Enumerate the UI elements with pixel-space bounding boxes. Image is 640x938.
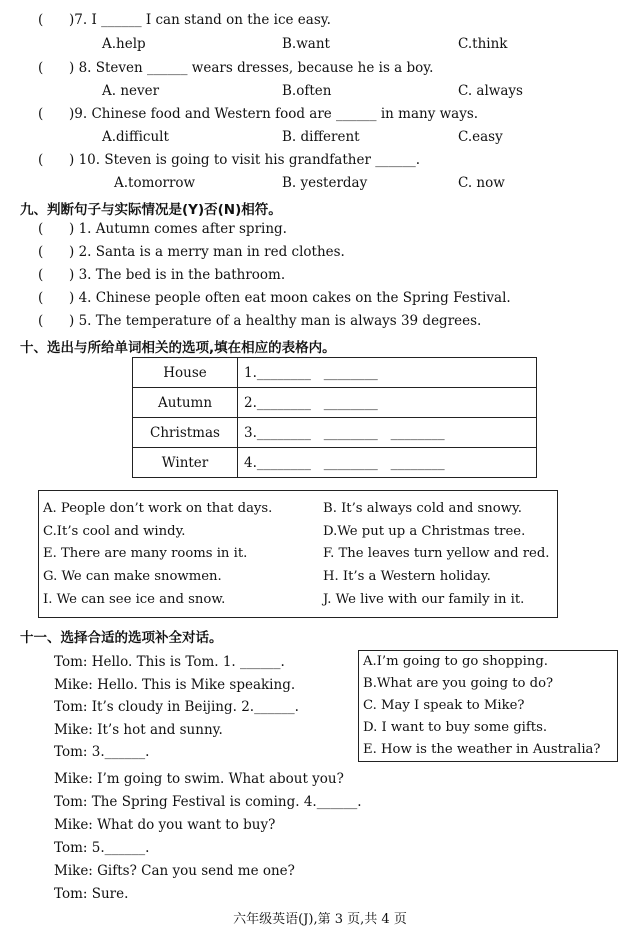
answer-cell: 3.________ ________ ________ <box>238 418 537 448</box>
option-item: G. We can make snowmen. <box>43 569 222 584</box>
section-10-options-box <box>38 490 558 618</box>
dialogue-line: Mike: Hello. This is Mike speaking. <box>54 677 296 693</box>
section-9-item: ( ) 2. Santa is a merry man in red clothes. <box>38 244 345 260</box>
word-cell: Winter <box>133 448 238 478</box>
option-item: B. It’s always cold and snowy. <box>323 501 522 516</box>
option-item: E. There are many rooms in it. <box>43 546 248 561</box>
dialogue-line: Tom: 5.______. <box>54 840 150 856</box>
option-item: F. The leaves turn yellow and red. <box>323 546 550 561</box>
answer-cell: 4.________ ________ ________ <box>238 448 537 478</box>
word-cell: House <box>133 358 238 388</box>
option-item: D. I want to buy some gifts. <box>363 720 548 735</box>
option-item: D.We put up a Christmas tree. <box>323 524 526 539</box>
word-table <box>132 357 537 478</box>
dialogue-line: Mike: I’m going to swim. What about you? <box>54 771 344 787</box>
q8-option-a: A. never <box>102 83 160 99</box>
q9-option-a: A.difficult <box>102 129 169 145</box>
word-cell: Autumn <box>133 388 238 418</box>
dialogue-line: Tom: Sure. <box>54 886 129 902</box>
q7-option-b: B.want <box>282 36 330 52</box>
option-item: I. We can see ice and snow. <box>43 592 226 607</box>
q7-option-a: A.help <box>102 36 146 52</box>
q10-option-a: A.tomorrow <box>114 175 196 191</box>
section-9-title: 九、判断句子与实际情况是(Y)否(N)相符。 <box>20 202 282 218</box>
option-item: C.It’s cool and windy. <box>43 524 186 539</box>
answer-cell: 1.________ ________ <box>238 358 537 388</box>
question-7: ( )7. I ______ I can stand on the ice easy. <box>38 12 331 28</box>
question-9: ( )9. Chinese food and Western food are ______ in many ways. <box>38 106 479 122</box>
question-8: ( ) 8. Steven ______ wears dresses, because he is a boy. <box>38 60 434 76</box>
section-9-item: ( ) 1. Autumn comes after spring. <box>38 221 287 237</box>
dialogue-line: Tom: The Spring Festival is coming. 4.______. <box>54 794 362 810</box>
dialogue-line: Tom: Hello. This is Tom. 1. ______. <box>54 654 285 670</box>
option-item: E. How is the weather in Australia? <box>363 742 601 757</box>
option-item: A. People don’t work on that days. <box>43 501 273 516</box>
q9-option-b: B. different <box>282 129 360 145</box>
q10-option-b: B. yesterday <box>282 175 368 191</box>
dialogue-line: Tom: It’s cloudy in Beijing. 2.______. <box>54 699 299 715</box>
section-11-options-box <box>358 650 618 762</box>
dialogue-line: Mike: Gifts? Can you send me one? <box>54 863 295 879</box>
answer-cell: 2.________ ________ <box>238 388 537 418</box>
q8-option-c: C. always <box>458 83 523 99</box>
word-cell: Christmas <box>133 418 238 448</box>
question-10: ( ) 10. Steven is going to visit his grandfather ______. <box>38 152 421 168</box>
dialogue-line: Mike: What do you want to buy? <box>54 817 276 833</box>
section-9-item: ( ) 5. The temperature of a healthy man is always 39 degrees. <box>38 313 482 329</box>
option-item: H. It’s a Western holiday. <box>323 569 491 584</box>
section-10-title: 十、选出与所给单词相关的选项,填在相应的表格内。 <box>20 340 336 356</box>
dialogue-line: Tom: 3.______. <box>54 744 150 760</box>
section-11-title: 十一、选择合适的选项补全对话。 <box>20 630 223 646</box>
option-item: A.I’m going to go shopping. <box>363 654 548 669</box>
option-item: B.What are you going to do? <box>363 676 554 691</box>
q7-option-c: C.think <box>458 36 508 52</box>
section-9-item: ( ) 4. Chinese people often eat moon cakes on the Spring Festival. <box>38 290 511 306</box>
q8-option-b: B.often <box>282 83 332 99</box>
option-item: C. May I speak to Mike? <box>363 698 525 713</box>
page-footer: 六年级英语(J),第 3 页,共 4 页 <box>233 912 407 927</box>
dialogue-line: Mike: It’s hot and sunny. <box>54 722 223 738</box>
option-item: J. We live with our family in it. <box>323 592 525 607</box>
q10-option-c: C. now <box>458 175 505 191</box>
q9-option-c: C.easy <box>458 129 503 145</box>
section-9-item: ( ) 3. The bed is in the bathroom. <box>38 267 286 283</box>
